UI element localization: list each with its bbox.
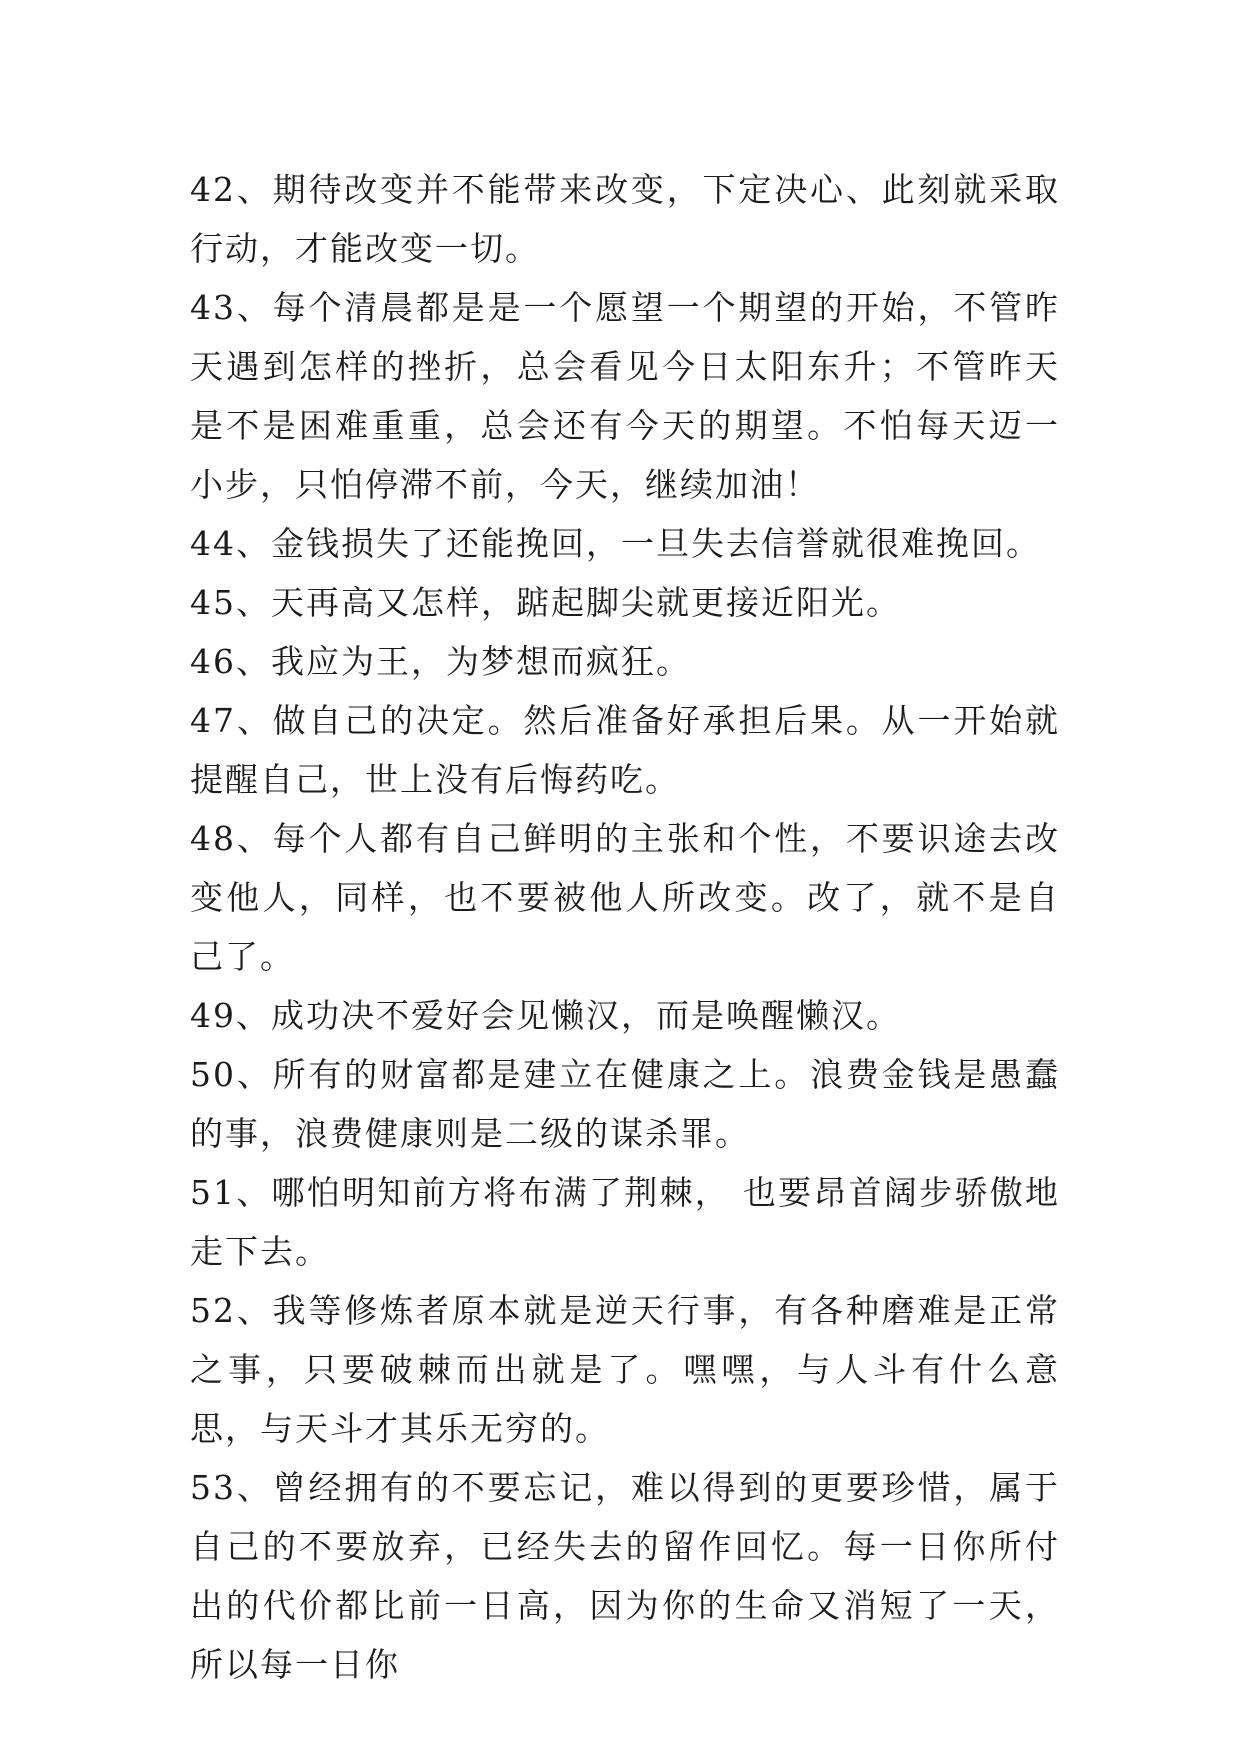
quote-item-51: 51、哪怕明知前方将布满了荆棘， 也要昂首阔步骄傲地走下去。 — [190, 1173, 1060, 1271]
quote-item-49: 49、成功决不爱好会见懒汉，而是唤醒懒汉。 — [190, 996, 901, 1035]
quote-item-44: 44、金钱损失了还能挽回，一旦失去信誉就很难挽回。 — [190, 524, 1041, 563]
quote-item-53: 53、曾经拥有的不要忘记，难以得到的更要珍惜，属于自己的不要放弃，已经失去的留作回忆。每一日你所付出的代价都比前一日高，因为你的生命又消短了一天，所以每一日你 — [190, 1468, 1060, 1684]
quote-item-47: 47、做自己的决定。然后准备好承担后果。从一开始就提醒自己，世上没有后悔药吃。 — [190, 701, 1060, 799]
quote-item-42: 42、期待改变并不能带来改变，下定决心、此刻就采取行动，才能改变一切。 — [190, 170, 1060, 268]
quote-item-46: 46、我应为王，为梦想而疯狂。 — [190, 642, 691, 681]
quote-item-52: 52、我等修炼者原本就是逆天行事，有各种磨难是正常之事，只要破棘而出就是了。嘿嘿，与人斗有什么意思，与天斗才其乐无穷的。 — [190, 1291, 1060, 1448]
quote-item-45: 45、天再高又怎样，踮起脚尖就更接近阳光。 — [190, 583, 901, 622]
quote-item-48: 48、每个人都有自己鲜明的主张和个性，不要识途去改变他人，同样，也不要被他人所改变。改了，就不是自己了。 — [190, 819, 1060, 976]
quote-item-43: 43、每个清晨都是是一个愿望一个期望的开始，不管昨天遇到怎样的挫折，总会看见今日太阳东升；不管昨天是不是困难重重，总会还有今天的期望。不怕每天迈一小步，只怕停滞不前，今天，继续加油！ — [190, 288, 1060, 504]
document-body — [190, 160, 1060, 1694]
quote-item-50: 50、所有的财富都是建立在健康之上。浪费金钱是愚蠢的事，浪费健康则是二级的谋杀罪。 — [190, 1055, 1060, 1153]
